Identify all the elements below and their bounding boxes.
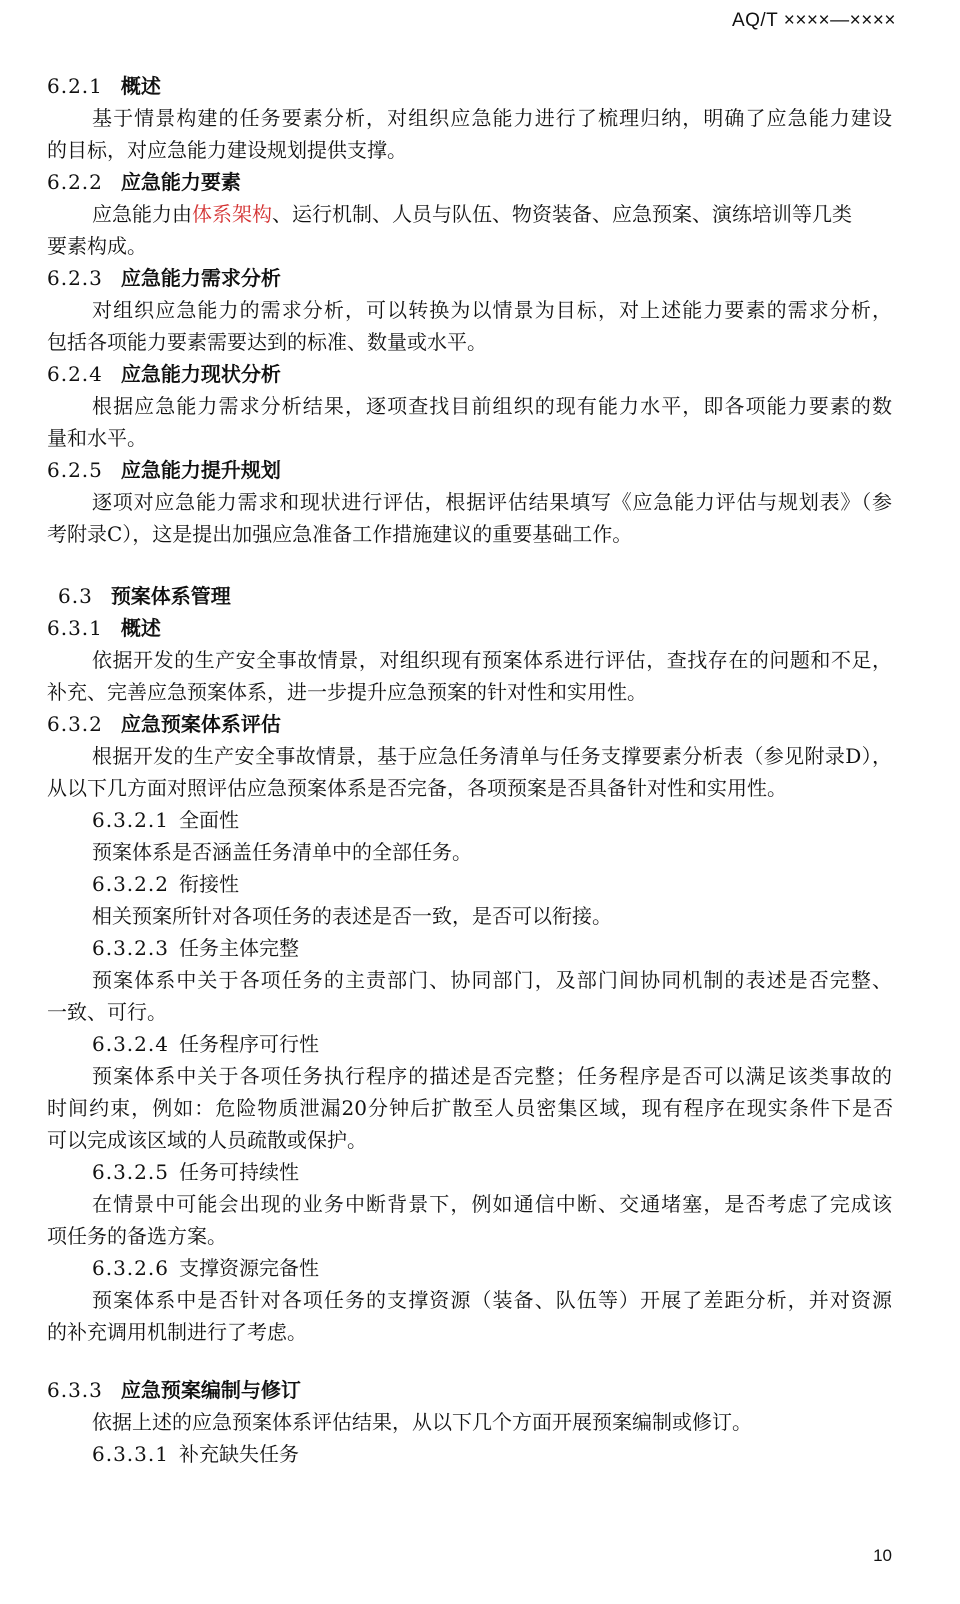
section-title: 全面性 [178, 808, 239, 832]
paragraph-line: 根据应急能力需求分析结果，逐项查找目前组织的现有能力水平，即各项能力要素的数 [92, 394, 892, 418]
section-title: 任务程序可行性 [178, 1032, 319, 1056]
heading-6-2-1 [47, 74, 161, 98]
section-title: 任务可持续性 [178, 1160, 299, 1184]
paragraph-line: 的补充调用机制进行了考虑。 [47, 1320, 307, 1344]
heading-6-3-3 [47, 1378, 301, 1402]
paragraph-line: 量和水平。 [47, 426, 147, 450]
paragraph-line: 预案体系是否涵盖任务清单中的全部任务。 [92, 840, 472, 864]
paragraph-line: 要素构成。 [47, 234, 147, 258]
section-title: 应急能力提升规划 [120, 458, 281, 482]
paragraph-line: 一致、可行。 [47, 1000, 167, 1024]
heading-6-3-2 [47, 712, 281, 736]
paragraph-line: 包括各项能力要素需要达到的标准、数量或水平。 [47, 330, 487, 354]
paragraph-line: 在情景中可能会出现的业务中断背景下，例如通信中断、交通堵塞，是否考虑了完成该 [92, 1192, 892, 1216]
heading-6-3-2-3 [92, 936, 299, 960]
section-title: 应急能力要素 [120, 170, 241, 194]
paragraph-line: 可以完成该区域的人员疏散或保护。 [47, 1128, 367, 1152]
section-title: 衔接性 [178, 872, 239, 896]
paragraph-line: 依据上述的应急预案体系评估结果，从以下几个方面开展预案编制或修订。 [92, 1410, 752, 1434]
paragraph-line: 对组织应急能力的需求分析，可以转换为以情景为目标，对上述能力要素的需求分析， [92, 298, 892, 322]
section-number: 6.2.2 [47, 170, 103, 194]
heading-6-3-1 [47, 616, 161, 640]
section-number: 6.3.2.6 [92, 1256, 169, 1280]
paragraph-line: 预案体系中关于各项任务的主责部门、协同部门，及部门间协同机制的表述是否完整、 [92, 968, 892, 992]
paragraph-line: 考附录C），这是提出加强应急准备工作措施建议的重要基础工作。 [47, 522, 633, 546]
paragraph-line: 项任务的备选方案。 [47, 1224, 227, 1248]
heading-6-2-5 [47, 458, 281, 482]
section-number: 6.3.2.2 [92, 872, 169, 896]
heading-6-2-2 [47, 170, 241, 194]
section-title: 支撑资源完备性 [178, 1256, 319, 1280]
heading-6-3 [58, 584, 231, 608]
section-title: 应急能力需求分析 [120, 266, 281, 290]
paragraph-line: 相关预案所针对各项任务的表述是否一致，是否可以衔接。 [92, 904, 612, 928]
paragraph-line: 逐项对应急能力需求和现状进行评估，根据评估结果填写《应急能力评估与规划表》（参 [92, 490, 892, 514]
heading-6-3-2-1 [92, 808, 239, 832]
page-number: 10 [873, 1546, 892, 1565]
paragraph-line: 的目标，对应急能力建设规划提供支撑。 [47, 138, 407, 162]
heading-6-2-3 [47, 266, 281, 290]
paragraph-line: 预案体系中关于各项任务执行程序的描述是否完整；任务程序是否可以满足该类事故的 [92, 1064, 892, 1088]
section-number: 6.2.1 [47, 74, 103, 98]
paragraph-line: 根据开发的生产安全事故情景，基于应急任务清单与任务支撑要素分析表（参见附录D）， [92, 744, 892, 768]
section-title: 预案体系管理 [110, 584, 231, 608]
section-number: 6.2.4 [47, 362, 103, 386]
highlighted-text: 体系架构 [192, 202, 272, 226]
section-title: 任务主体完整 [178, 936, 299, 960]
heading-6-3-2-5 [92, 1160, 299, 1184]
paragraph-line: 从以下几方面对照评估应急预案体系是否完备，各项预案是否具备针对性和实用性。 [47, 776, 787, 800]
heading-6-3-2-6 [92, 1256, 319, 1280]
heading-6-3-2-2 [92, 872, 239, 896]
section-number: 6.3.2.4 [92, 1032, 169, 1056]
paragraph-line: 时间约束，例如：危险物质泄漏20分钟后扩散至人员密集区域，现有程序在现实条件下是否 [47, 1096, 893, 1120]
document-code-header: AQ/T ××××—×××× [731, 10, 896, 31]
section-number: 6.3.2.1 [92, 808, 169, 832]
paragraph-line: 预案体系中是否针对各项任务的支撑资源（装备、队伍等）开展了差距分析，并对资源 [92, 1288, 892, 1312]
heading-6-3-2-4 [92, 1032, 319, 1056]
heading-6-3-3-1 [92, 1442, 299, 1466]
paragraph-line: 补充、完善应急预案体系，进一步提升应急预案的针对性和实用性。 [47, 680, 647, 704]
section-number: 6.3.2 [47, 712, 103, 736]
section-number: 6.2.3 [47, 266, 103, 290]
section-number: 6.3.3.1 [92, 1442, 169, 1466]
section-title: 应急预案编制与修订 [120, 1378, 301, 1402]
section-number: 6.3.2.5 [92, 1160, 169, 1184]
section-title: 概述 [120, 74, 161, 98]
section-number: 6.3.3 [47, 1378, 103, 1402]
section-title: 补充缺失任务 [178, 1442, 299, 1466]
section-number: 6.2.5 [47, 458, 103, 482]
section-title: 应急能力现状分析 [120, 362, 281, 386]
section-number: 6.3.1 [47, 616, 103, 640]
section-title: 应急预案体系评估 [120, 712, 281, 736]
heading-6-2-4 [47, 362, 281, 386]
paragraph-line: 基于情景构建的任务要素分析，对组织应急能力进行了梳理归纳，明确了应急能力建设 [92, 106, 892, 130]
section-title: 概述 [120, 616, 161, 640]
paragraph-line: 应急能力由体系架构、运行机制、人员与队伍、物资装备、应急预案、演练培训等几类 [92, 202, 852, 226]
paragraph-line: 依据开发的生产安全事故情景，对组织现有预案体系进行评估，查找存在的问题和不足， [92, 648, 892, 672]
section-number: 6.3.2.3 [92, 936, 169, 960]
section-number: 6.3 [58, 584, 93, 608]
